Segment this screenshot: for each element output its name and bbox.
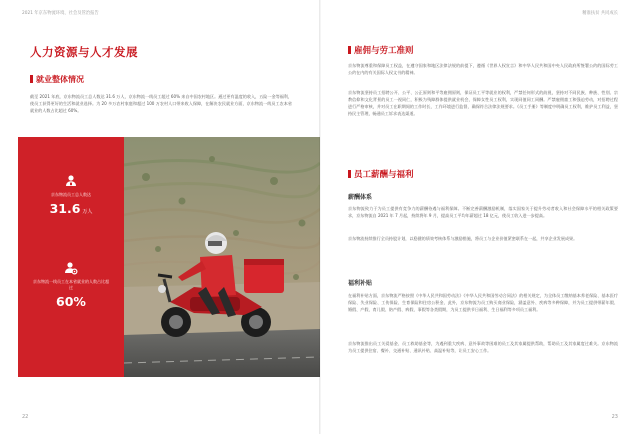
stat-local-employment: [18, 261, 124, 309]
sub-title-salary: 薪酬体系: [348, 194, 373, 201]
heading-marker: [348, 170, 351, 178]
salary-paragraph-2: 京东物流持续推行全员持股计划，以稳健的绩效考核体系与激励措施，将员工与企业价值紧密联系在一起，共享企业发展成果。: [348, 236, 578, 241]
person-gear-icon: [64, 261, 78, 275]
stat-total-employees-value: 31.6: [49, 201, 81, 216]
salary-paragraph-1: 京东物流致力于为员工提供有竞争力的薪酬待遇与福利保障。不断完善薪酬激励机制，落实国家关于提升劳动者收入和社会保障水平的相关政策要求，京东物流自 2021 年 7 月起，持续将年 9 月，提高员工平均年薪超过 18 亿元，使员工收入进一步提高。: [348, 206, 618, 218]
section-title-hr: 人力资源与人才发展: [30, 45, 138, 59]
courier-photo: [124, 137, 320, 377]
sub-title-benefits: 福利补贴: [348, 280, 373, 287]
benefits-paragraph-2: 京东物流推出员工关爱基金、员工救助基金等，为遇到重大疾病、意外事故等困难的员工及其家属提供帮助，帮助员工及其家属度过难关。京东物流为员工提供住宿、餐补、交通补贴、通讯补贴、高温补贴等，让员工安心工作。: [348, 341, 618, 353]
courier-motorcycle-illustration: [124, 137, 320, 377]
heading-marker: [348, 46, 351, 54]
stat-local-employment-label: 京东物流一线员工在本省就业的人数占比超过: [33, 279, 109, 290]
employment-paragraph: 截至 2021 年底，京东物流员工总人数达 31.6 万人，京东物流一线员工超过 60% 来自中国农村地区。通过更有温度的收入，五险一金等福利，使员工获得更好的生活和就业选择。为 20 多万农村家庭和超过 100 万农村人口带来收入保障，在解决农民就业方面，京东物流一线员工农本省就业的人数占比超过 60%。: [30, 94, 292, 113]
stat-total-employees-label: 京东物流员工总人数达: [51, 192, 91, 197]
stat-local-employment-value: 60%: [56, 294, 86, 309]
labor-paragraph-2: 京东物流坚持员工招聘公开、公平、公正原则和平等雇佣原则，保证员工平等就业的权利，严禁任何形式的歧视，坚持对不同民族、种族、性别、宗教信仰和文化背景的员工一视同仁，积极为残障群体提供就业机会，保障女性员工权利，实现同值同工同酬。严禁雇佣童工和强迫劳动，对招聘过程进行严格审核，并对员工在职期间的工作时长、工作环境进行监督，确保符合法律法规要求。《员工手册》等制度中明确员工权利，维护员工利益，坚持民主管理，畅通员工诉求表达渠道。: [348, 90, 618, 116]
section-title-labor-text: 雇佣与劳工准则: [354, 46, 414, 56]
stat-total-employees-unit: 万人: [82, 209, 93, 215]
stats-panel: [18, 137, 124, 377]
page-number-right: 23: [611, 414, 618, 420]
benefits-paragraph-1: 在福利补贴方面，京东物流严格按照《中华人民共和国劳动法》《中华人民共和国劳动合同法》的相关规定，为全体员工缴纳基本养老保险、基本医疗保险、失业保险、工伤保险、生育保险和住房公积金，此外，京东物流为员工购买商业保险，涵盖意外、疾病等多种保障，并为员工提供带薪年假、婚假、产假、育儿假、陪产假、病假、事假等各类假期，为员工提供节日福利、生日福利等多项员工福利。: [348, 293, 618, 312]
labor-paragraph-1: 京东物流尊重和保障员工权益，在遵守国家和地区法律法规的前提下，遵循《世界人权宣言》和中华人民共和国中央人民政府所签署公约的国际劳工公约在内的有关国际人权文书的精神。: [348, 63, 618, 75]
section-title-labor: [348, 44, 414, 56]
running-head-right: 精准扶贫 共同成长: [582, 11, 618, 16]
stat-total-employees-value-wrap: [18, 201, 124, 216]
stat-total-employees: [18, 174, 124, 216]
person-badge-icon: [64, 174, 78, 188]
running-head-left: 2021 年京东物流环境、社会及管治报告: [22, 11, 99, 16]
sub-title-employment-text: 就业整体情况: [36, 75, 84, 84]
section-title-compensation-text: 员工薪酬与福利: [354, 170, 414, 180]
heading-marker: [30, 75, 33, 83]
page-number-left: 22: [22, 414, 29, 420]
section-title-compensation: [348, 168, 414, 180]
sub-title-employment: [30, 74, 84, 85]
right-page: [320, 0, 640, 434]
